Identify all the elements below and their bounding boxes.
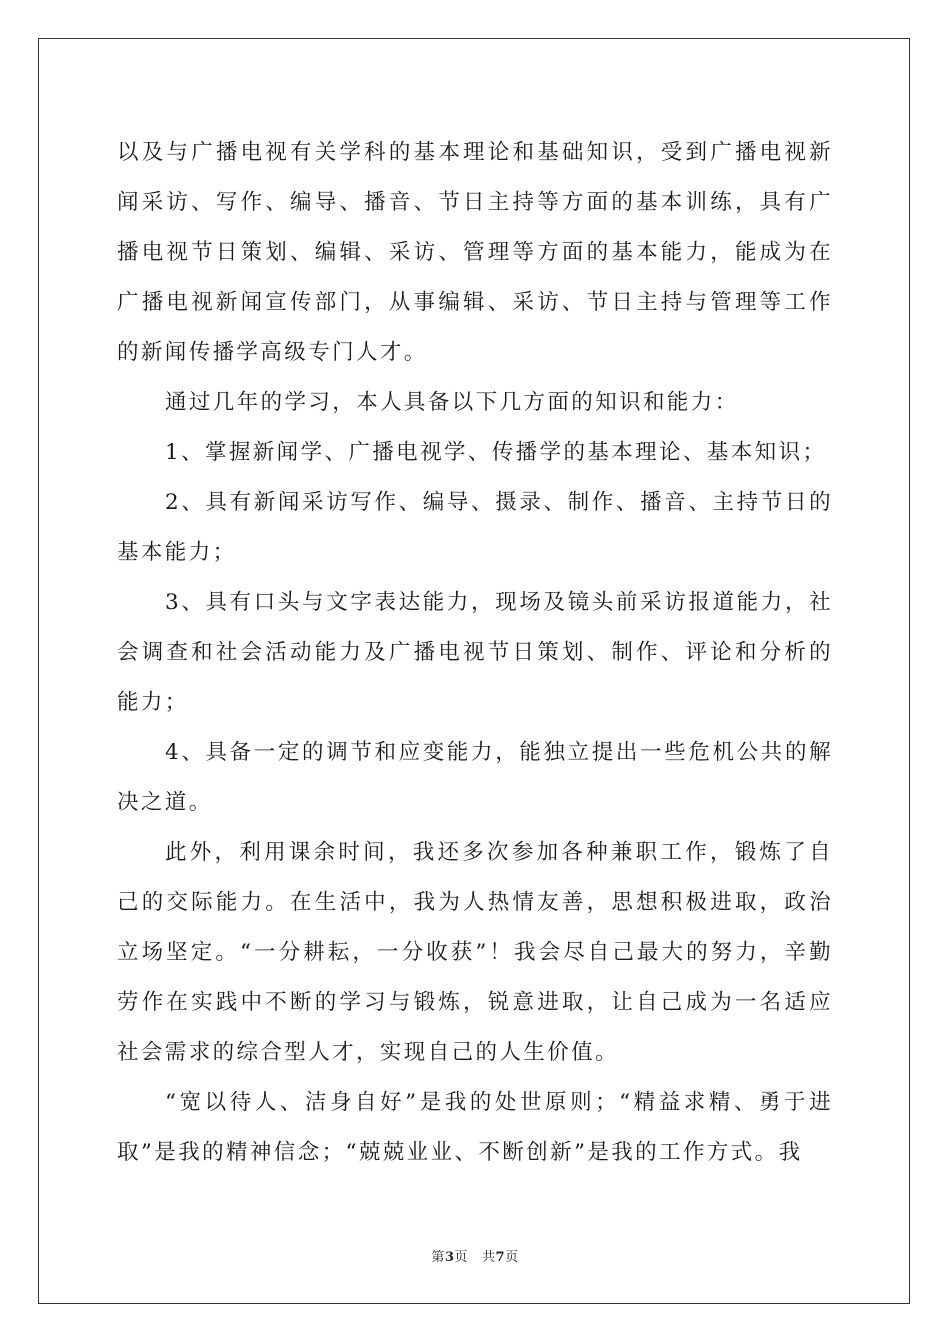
page-suffix: 页: [454, 1250, 468, 1265]
paragraph-1: 以及与广播电视有关学科的基本理论和基础知识，受到广播电视新闻采访、写作、编导、播音、节日主持等方面的基本训练，具有广播电视节日策划、编辑、采访、管理等方面的基本能力，能成为在广播电视新闻宣传部门，从事编辑、采访、节日主持与管理等工作的新闻传播学高级专门人才。: [117, 140, 833, 365]
document-body: [117, 128, 833, 1178]
total-prefix: 共: [482, 1250, 496, 1265]
paragraph-7: 此外，利用课余时间，我还多次参加各种兼职工作，锻炼了自己的交际能力。在生活中，我为人热情友善，思想积极进取，政治立场坚定。“一分耕耘，一分收获”！我会尽自己最大的努力，辛勤劳作在实践中不断的学习与锻炼，锐意进取，让自己成为一名适应社会需求的综合型人才，实现自己的人生价值。: [117, 840, 833, 1065]
total-suffix: 页: [505, 1250, 519, 1265]
paragraph-4: 2、具有新闻采访写作、编导、摄录、制作、播音、主持节日的基本能力；: [117, 490, 833, 565]
paragraph-6: 4、具备一定的调节和应变能力，能独立提出一些危机公共的解决之道。: [117, 740, 833, 815]
page-prefix: 第: [431, 1250, 445, 1265]
paragraph-5: 3、具有口头与文字表达能力，现场及镜头前采访报道能力，社会调查和社会活动能力及广播电视节日策划、制作、评论和分析的能力；: [117, 590, 833, 715]
total-pages: 7: [495, 1250, 506, 1265]
paragraph-8: “宽以待人、洁身自好”是我的处世原则；“精益求精、勇于进取”是我的精神信念；“兢兢业业、不断创新”是我的工作方式。我: [117, 1090, 833, 1165]
paragraph-2: 通过几年的学习，本人具备以下几方面的知识和能力：: [165, 390, 739, 415]
page-footer: [0, 1246, 950, 1265]
page-number: 3: [444, 1250, 455, 1265]
paragraph-3: 1、掌握新闻学、广播电视学、传播学的基本理论、基本知识；: [165, 440, 827, 465]
